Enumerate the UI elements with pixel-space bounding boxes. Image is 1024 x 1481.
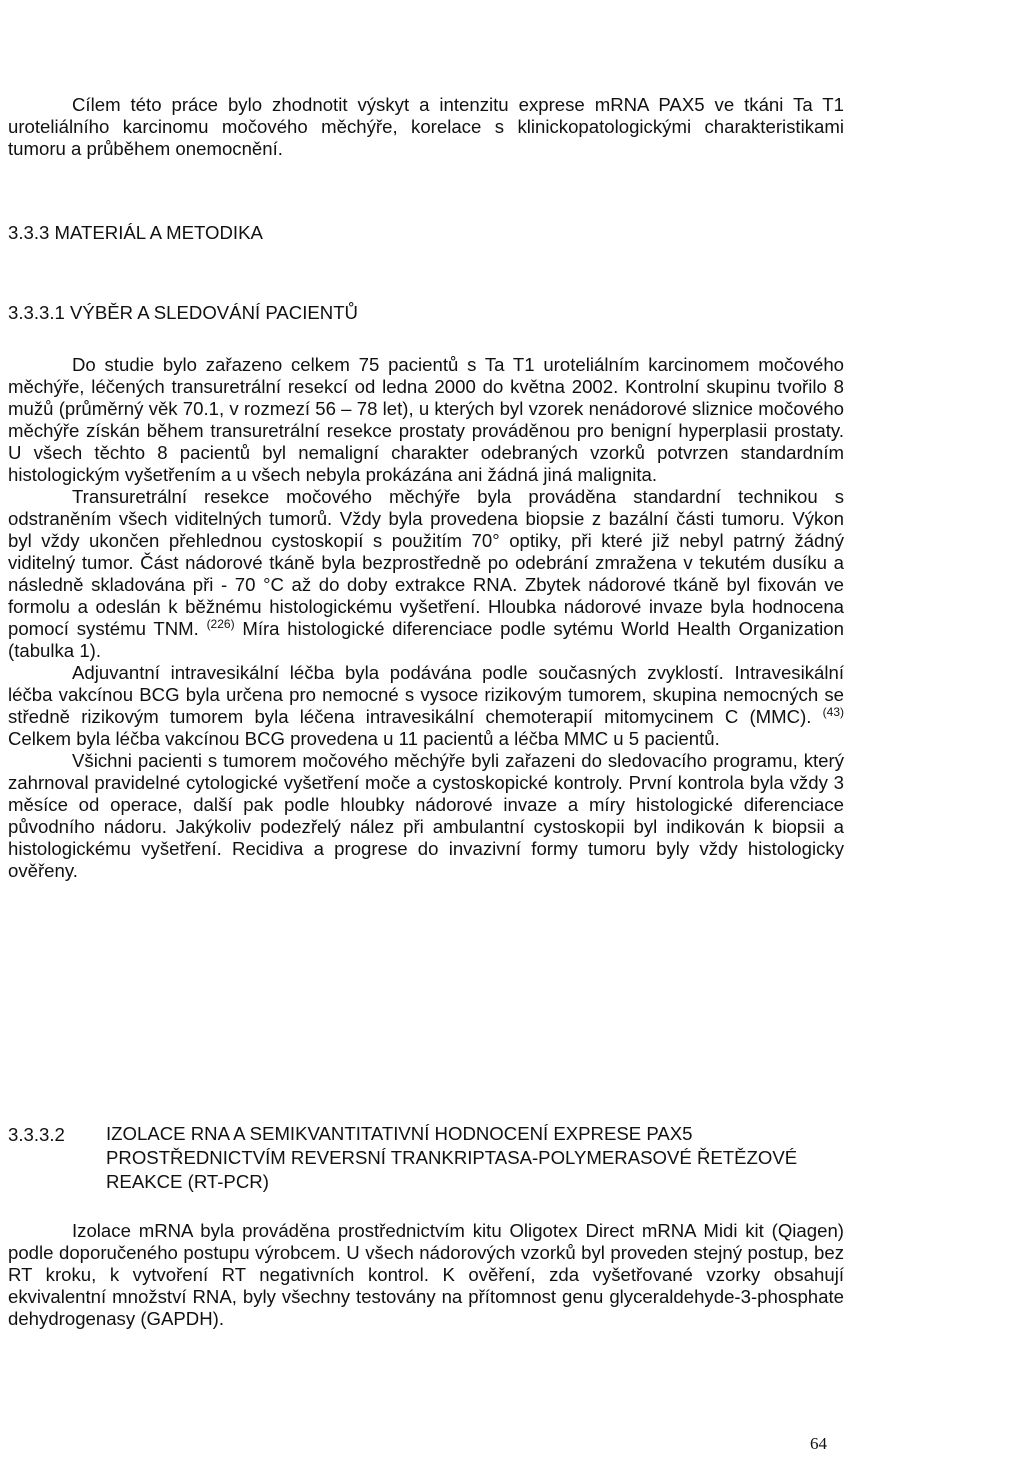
paragraph-adjuvant-text-2: Celkem byla léčba vakcínou BCG provedena u 11 pacientů a léčba MMC u 5 pacientů. bbox=[8, 728, 720, 749]
section-heading: 3.3.3 MATERIÁL A METODIKA bbox=[8, 222, 263, 243]
paragraph-adjuvant bbox=[8, 662, 844, 750]
paragraph-rna-isolation: Izolace mRNA byla prováděna prostřednictvím kitu Oligotex Direct mRNA Midi kit (Qiagen) podle doporučeného postupu výrobcem. U všech nádorových vzorků byl proveden stejný postup, bez RT kroku, k vytvoření RT negativních kontrol. K ověření, zda vyšetřované vzorky obsahují ekvivalentní množství RNA, byly všechny testovány na přítomnost genu glyceraldehyde-3-phosphate dehydrogenasy (GAPDH). bbox=[8, 1220, 844, 1329]
paragraph-adjuvant-text: Adjuvantní intravesikální léčba byla podávána podle současných zvyklostí. Intravesikální léčba vakcínou BCG byla určena pro nemocné s vysoce rizikovým tumorem, skupina nemocných se středně rizikovým tumorem byla léčena intravesikální chemoterapií mitomycinem C (MMC). bbox=[8, 662, 844, 727]
paragraph-resection bbox=[8, 486, 844, 662]
subsection-2-number: 3.3.3.2 bbox=[8, 1124, 65, 1145]
subsection-1-heading: 3.3.3.1 VÝBĚR A SLEDOVÁNÍ PACIENTŮ bbox=[8, 302, 358, 323]
reference-43: (43) bbox=[822, 704, 844, 719]
paragraph-resection-text-2: Míra histologické diferenciace podle sytému World Health Organization (tabulka 1). bbox=[8, 618, 844, 661]
paragraph-followup: Všichni pacienti s tumorem močového měchýře byli zařazeni do sledovacího programu, který zahrnoval pravidelné cytologické vyšetření moče a cystoskopické kontroly. První kontrola byla vždy 3 měsíce od operace, další pak podle hloubky nádorové invaze a míry histologické diferenciace původního nádoru. Jakýkoliv podezřelý nález při ambulantní cystoskopii byl indikován k biopsii a histologickému vyšetření. Recidiva a progrese do invazivní formy tumoru byly vždy histologicky ověřeny. bbox=[8, 750, 844, 881]
reference-226: (226) bbox=[206, 616, 235, 631]
subsection-2-heading: IZOLACE RNA A SEMIKVANTITATIVNÍ HODNOCENÍ EXPRESE PAX5 PROSTŘEDNICTVÍM REVERSNÍ TRANKRIPTASA-POLYMERASOVÉ ŘETĚZOVÉ REAKCE (RT-PCR) bbox=[106, 1123, 798, 1192]
subsection-1-body bbox=[8, 354, 844, 882]
paragraph-patients: Do studie bylo zařazeno celkem 75 pacientů s Ta T1 uroteliálním karcinomem močového měchýře, léčených transuretrální resekcí od ledna 2000 do května 2002. Kontrolní skupinu tvořilo 8 mužů (průměrný věk 70.1, v rozmezí 56 – 78 let), u kterých byl vzorek nenádorové sliznice močového měchýře získán během transuretrální resekce prostaty prováděnou pro benigní hyperplasii prostaty. U všech těchto 8 pacientů byl nemaligní charakter odebraných vzorků potvrzen standardním histologickým vyšetřením a u všech nebyla prokázána ani žádná jiná malignita. bbox=[8, 354, 844, 485]
paragraph-resection-text: Transuretrální resekce močového měchýře byla prováděna standardní technikou s odstraněním všech viditelných tumorů. Vždy byla provedena biopsie z bazální části tumoru. Výkon byl vždy ukončen přehlednou cystoskopií s použitím 70° optiky, při které již nebyl patrný žádný viditelný tumor. Část nádorové tkáně byla bezprostředně po odebrání zmražena v tekutém dusíku a následně skladována při - 70 °C až do doby extrakce RNA. Zbytek nádorové tkáně byl fixován ve formolu a odeslán k běžnému histologickému vyšetření. Hloubka nádorové invaze byla hodnocena pomocí systému TNM. bbox=[8, 486, 844, 639]
page-number: 64 bbox=[810, 1434, 827, 1453]
intro-paragraph: Cílem této práce bylo zhodnotit výskyt a intenzitu exprese mRNA PAX5 ve tkáni Ta T1 uroteliálního karcinomu močového měchýře, korelace s klinickopatologickými charakteristikami tumoru a průběhem onemocnění. bbox=[8, 94, 844, 159]
